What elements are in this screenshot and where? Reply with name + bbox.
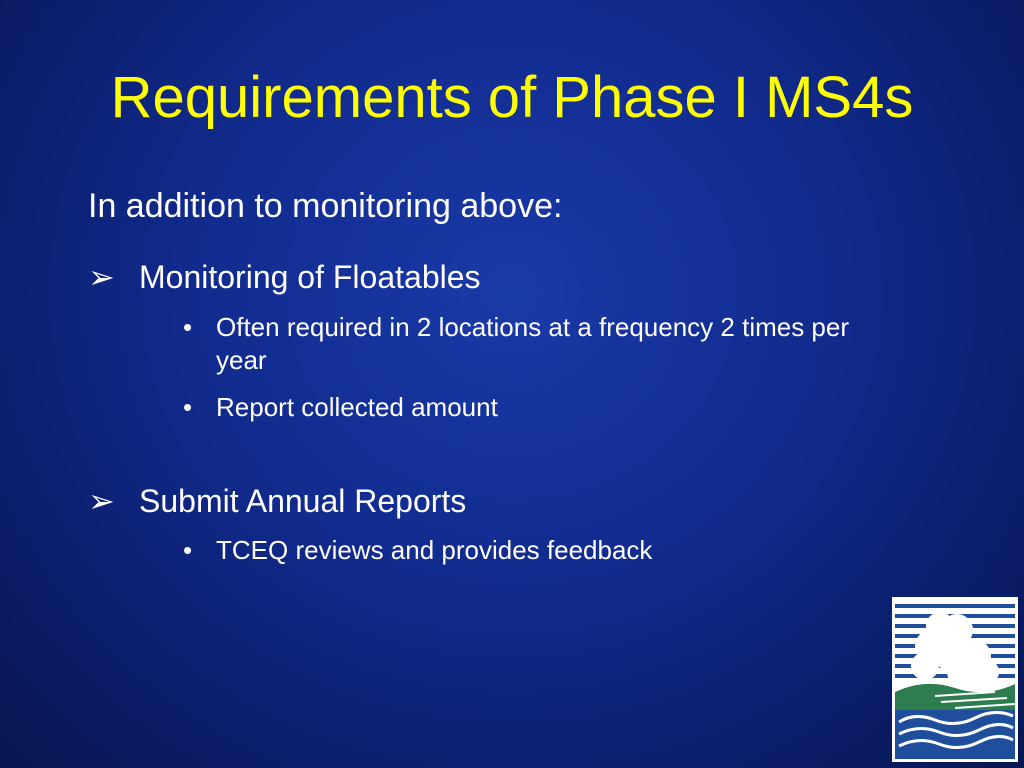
arrow-bullet-icon: ➢ (88, 483, 115, 519)
intro-text: In addition to monitoring above: (88, 187, 563, 225)
bullet-icon: • (183, 535, 193, 565)
list-item-text: TCEQ reviews and provides feedback (216, 535, 653, 565)
list-item-text: Often required in 2 locations at a frequency 2 times per year (216, 312, 850, 375)
bullet-icon: • (183, 392, 193, 422)
tceq-logo-icon (892, 597, 1018, 762)
list-item-text: Report collected amount (216, 392, 498, 422)
section-heading-text: Monitoring of Floatables (139, 259, 481, 295)
section-heading-text: Submit Annual Reports (139, 483, 467, 519)
bullet-icon: • (183, 312, 193, 342)
slide-title: Requirements of Phase I MS4s (110, 65, 914, 130)
arrow-bullet-icon: ➢ (88, 259, 115, 295)
